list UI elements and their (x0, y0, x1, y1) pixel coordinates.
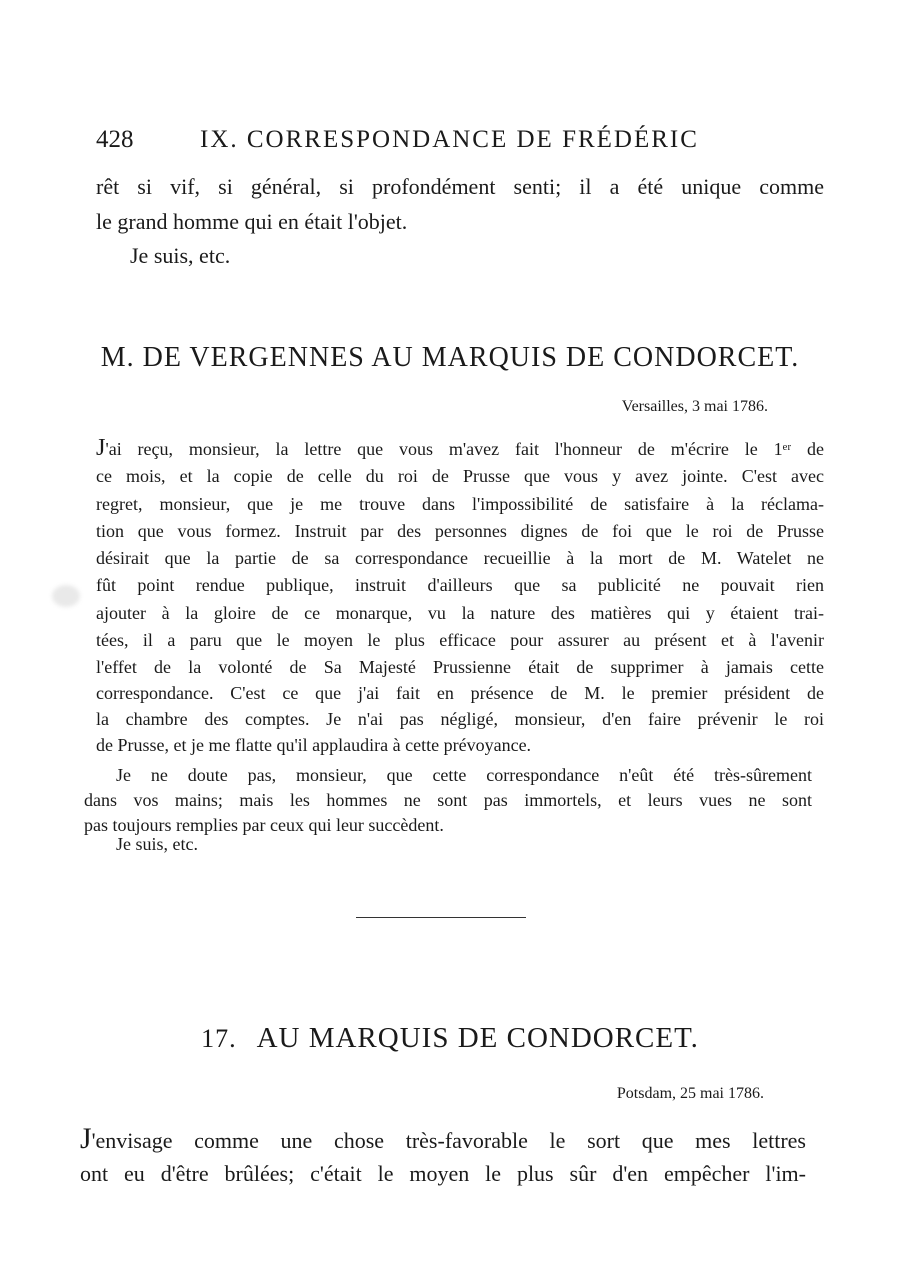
page-number: 428 (96, 126, 134, 153)
letter-heading-text: AU MARQUIS DE CONDORCET. (256, 1022, 699, 1054)
letter-number: 17. (201, 1024, 237, 1053)
letter-heading (0, 1022, 900, 1055)
letter-body-line (96, 436, 824, 460)
previous-letter-closing: Je suis, etc. (130, 243, 231, 268)
letter-body-text: 'envisage comme une chose très-favorable le sort que mes lettres (91, 1128, 806, 1153)
letter-body-line: regret, monsieur, que je me trouve dans l'impossibilité de satisfaire à la réclama- (96, 494, 824, 514)
letter-body-line: tées, il a paru que le moyen le plus efficace pour assurer au présent et à l'avenir (96, 630, 824, 650)
dateline: Versailles, 3 mai 1786. (621, 398, 768, 415)
letter-body-line (80, 1125, 806, 1155)
running-title: IX. CORRESPONDANCE DE FRÉDÉRIC (200, 126, 699, 153)
letter-body-line: correspondance. C'est ce que j'ai fait en présence de M. le premier président de (96, 683, 824, 703)
running-head (96, 126, 816, 160)
previous-letter-line: rêt si vif, si général, si profondément senti; il a été unique comme (96, 174, 824, 199)
letter-body-line: Je ne doute pas, monsieur, que cette correspondance n'eût été très-sûrement (116, 765, 812, 785)
letter-body-line: de Prusse, et je me flatte qu'il applaudira à cette prévoyance. (96, 735, 532, 755)
letter-body-line: la chambre des comptes. Je n'ai pas négligé, monsieur, d'en faire prévenir le roi (96, 709, 824, 729)
letter-body-line: tion que vous formez. Instruit par des personnes dignes de foi que le roi de Prusse (96, 521, 824, 541)
letter-body-line: dans vos mains; mais les hommes ne sont pas immortels, et leurs vues ne sont (84, 790, 812, 810)
letter-body-line: ajouter à la gloire de ce monarque, vu la nature des matières qui y étaient trai- (96, 603, 824, 623)
paper-smudge (52, 585, 80, 607)
letter-body-text: 'ai reçu, monsieur, la lettre que vous m'avez fait l'honneur de m'écrire le 1ᵉʳ de (105, 439, 824, 459)
drop-cap: J (96, 436, 106, 461)
letter-body-line: fût point rendue publique, instruit d'ailleurs que sa publicité ne pouvait rien (96, 575, 824, 595)
letter-body-line: ce mois, et la copie de celle du roi de Prusse que vous y avez jointe. C'est avec (96, 466, 824, 486)
letter-heading: M. DE VERGENNES AU MARQUIS DE CONDORCET. (100, 342, 800, 373)
section-divider (356, 917, 526, 918)
letter-closing: Je suis, etc. (116, 834, 198, 854)
letter-body-line: pas toujours remplies par ceux qui leur succèdent. (84, 815, 444, 835)
dateline: Potsdam, 25 mai 1786. (616, 1085, 764, 1102)
letter-body-line: l'effet de la volonté de Sa Majesté Prussienne était de supprimer à jamais cette (96, 657, 824, 677)
previous-letter-line: le grand homme qui en était l'objet. (96, 209, 408, 234)
letter-body-line: ont eu d'être brûlées; c'était le moyen le plus sûr d'en empêcher l'im- (80, 1161, 806, 1186)
letter-body-line: désirait que la partie de sa correspondance recueillie à la mort de M. Watelet ne (96, 548, 824, 568)
drop-cap: J (80, 1125, 92, 1155)
